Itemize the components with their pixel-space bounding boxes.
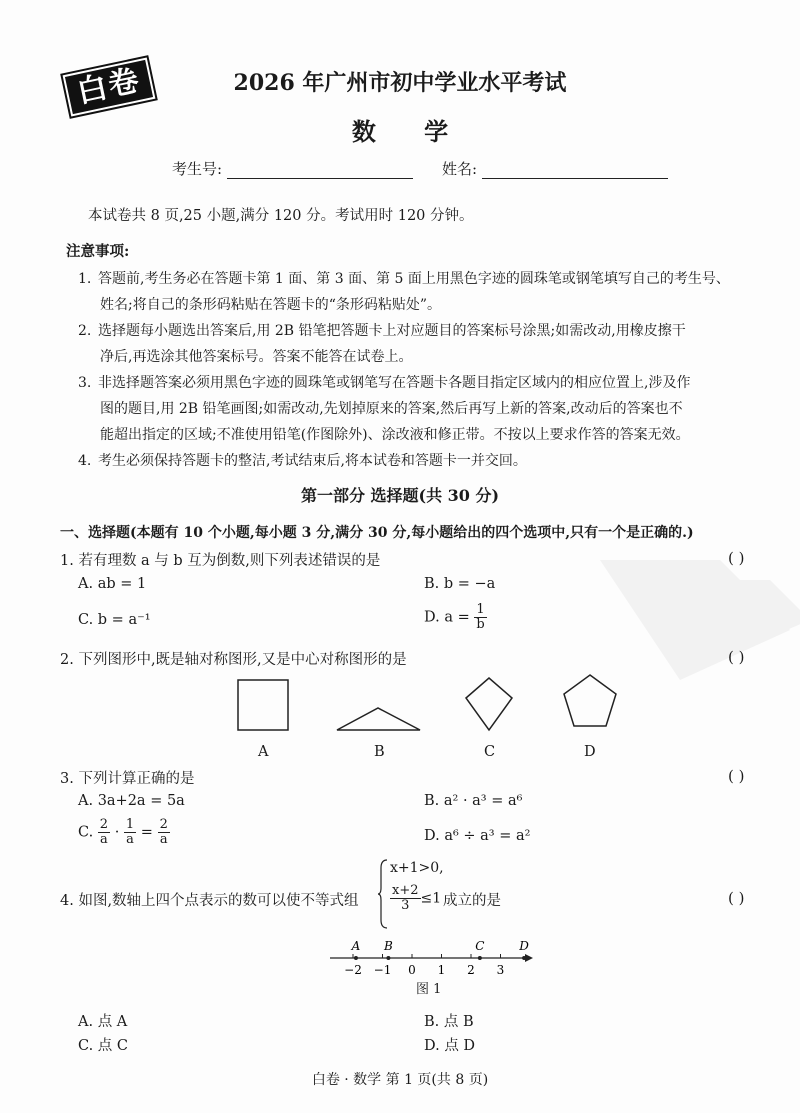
figure-caption: 图 1 — [416, 982, 442, 997]
system-brace-icon — [378, 858, 388, 930]
exam-id-label: 考生号: — [172, 160, 223, 178]
exam-id-field[interactable] — [172, 158, 413, 179]
answer-paren-1[interactable]: ( ) — [728, 549, 745, 567]
name-field[interactable] — [442, 158, 668, 179]
q3-c-fraction-3 — [158, 818, 170, 847]
name-line[interactable] — [482, 162, 668, 179]
exam-intro: 本试卷共 8 页,25 小题,满分 120 分。考试用时 120 分钟。 — [88, 208, 474, 224]
q3-option-b[interactable]: B. a² · a³ = a⁶ — [424, 793, 523, 809]
note-line: 净后,再选涂其他答案标号。答案不能答在试卷上。 — [100, 349, 413, 365]
note-number: 1. — [78, 271, 92, 287]
point-marker — [522, 956, 526, 960]
notes-heading: 注意事项: — [66, 243, 130, 260]
answer-paren-3[interactable]: ( ) — [728, 767, 745, 785]
fraction-numerator: 2 — [99, 817, 109, 832]
tick-label: 2 — [467, 963, 475, 977]
q4-option-b[interactable]: B. 点 B — [424, 1014, 474, 1030]
answer-paren-2[interactable]: ( ) — [728, 648, 745, 666]
note-line: 选择题每小题选出答案后,用 2B 铅笔把答题卡上对应题目的答案标号涂黑;如需改动,用橡皮擦干 — [98, 323, 686, 339]
q4-option-a[interactable]: A. 点 A — [78, 1014, 128, 1030]
q3-option-d[interactable]: D. a⁶ ÷ a³ = a² — [424, 828, 531, 844]
q3-c-fraction-1 — [98, 818, 110, 847]
fraction-numerator: 2 — [159, 817, 168, 832]
note-line: 答题前,考生务必在答题卡第 1 面、第 3 面、第 5 面上用黑色字迹的圆珠笔或钢笔填写自己的考生号、 — [98, 271, 730, 287]
note-item-1 — [78, 266, 768, 292]
section-instruction: 一、选择题(本题有 10 个小题,每小题 3 分,满分 30 分,每小题给出的四个选项中,只有一个是正确的.) — [60, 525, 694, 541]
note-line: 图的题目,用 2B 铅笔画图;如需改动,先划掉原来的答案,然后再写上新的答案,改动后的答案也不 — [100, 401, 683, 417]
note-number: 2. — [78, 323, 92, 339]
question-3-stem: 3. 下列计算正确的是 — [60, 771, 195, 787]
point-marker — [354, 956, 358, 960]
inequality-2 — [390, 884, 441, 913]
point-marker — [386, 956, 390, 960]
q4-option-c[interactable]: C. 点 C — [78, 1038, 128, 1054]
q2-option-b[interactable]: B — [374, 744, 385, 760]
q3-c-fraction-2 — [124, 818, 136, 847]
q3-option-a[interactable]: A. 3a+2a = 5a — [78, 793, 185, 809]
point-label: A — [351, 939, 361, 953]
kite-shape — [466, 678, 512, 730]
answer-paren-4[interactable]: ( ) — [728, 889, 745, 907]
fraction-denominator: a — [126, 832, 134, 847]
subject-title: 数 学 — [351, 117, 469, 146]
q2-shapes-figure — [220, 670, 640, 740]
name-label: 姓名: — [442, 160, 478, 178]
question-4-stem-pre: 4. 如图,数轴上四个点表示的数可以使不等式组 — [60, 893, 359, 909]
note-item-4 — [78, 448, 768, 474]
q2-option-c[interactable]: C — [484, 744, 496, 760]
tick-label: 1 — [437, 963, 446, 977]
exam-title: 2026 年广州市初中学业水平考试 — [233, 70, 567, 96]
fraction-numerator: x+2 — [392, 883, 419, 898]
page-footer: 白卷 · 数学 第 1 页(共 8 页) — [311, 1072, 489, 1088]
fraction-denominator: a — [159, 832, 168, 847]
tick-label: −1 — [373, 963, 392, 977]
q1-option-c[interactable]: C. b = a⁻¹ — [78, 612, 151, 628]
q2-option-d[interactable]: D — [584, 744, 596, 760]
q2-option-a[interactable]: A — [258, 744, 269, 760]
q1-option-d[interactable] — [424, 603, 487, 632]
note-line: 非选择题答案必须用黑色字迹的圆珠笔或钢笔写在答题卡各题目指定区域内的相应位置上,涉及作 — [98, 375, 691, 391]
inequality-1: x+1>0, — [390, 860, 444, 876]
number-line-figure — [320, 930, 540, 980]
note-number: 3. — [78, 375, 92, 391]
question-1-stem: 1. 若有理数 a 与 b 互为倒数,则下列表述错误的是 — [60, 553, 381, 569]
fraction-denominator: 3 — [401, 898, 410, 913]
number-line-arrow-icon — [525, 954, 533, 962]
point-label: B — [383, 939, 393, 953]
tick-label: −2 — [344, 963, 362, 977]
q1-d-prefix: D. a = — [424, 609, 470, 626]
triangle-shape — [337, 708, 420, 730]
exam-id-line[interactable] — [227, 162, 413, 179]
point-marker — [478, 956, 482, 960]
paper-type-badge: 白卷 — [63, 58, 156, 117]
note-item-2 — [78, 318, 768, 344]
q1-d-fraction — [474, 603, 486, 632]
fraction-denominator: b — [476, 617, 485, 632]
section-title: 第一部分 选择题(共 30 分) — [300, 486, 500, 505]
inequality-2-fraction — [390, 884, 421, 913]
square-shape — [238, 680, 288, 730]
note-line: 能超出指定的区域;不准使用铅笔(作图除外)、涂改液和修正带。不按以上要求作答的答案无效。 — [100, 427, 690, 443]
note-line: 姓名;将自己的条形码粘贴在答题卡的“条形码粘贴处”。 — [100, 297, 442, 313]
question-4-stem-post: 成立的是 — [443, 893, 501, 909]
point-label: C — [475, 939, 485, 953]
inequality-2-relation: ≤1 — [420, 890, 442, 907]
q1-option-a[interactable]: A. ab = 1 — [78, 576, 147, 592]
q3-c-prefix: C. — [78, 824, 94, 841]
fraction-denominator: a — [100, 832, 108, 847]
fraction-numerator: 1 — [474, 603, 486, 618]
q3-c-dot: · — [114, 824, 120, 841]
q4-option-d[interactable]: D. 点 D — [424, 1038, 476, 1054]
question-2-stem: 2. 下列图形中,既是轴对称图形,又是中心对称图形的是 — [60, 652, 407, 668]
q3-option-c[interactable] — [78, 818, 170, 847]
q1-option-b[interactable]: B. b = −a — [424, 576, 496, 592]
tick-label: 0 — [408, 963, 416, 977]
q3-c-equals: = — [140, 824, 153, 841]
point-label: D — [519, 939, 529, 953]
tick-label: 3 — [496, 963, 505, 977]
note-number: 4. — [78, 453, 92, 469]
pentagon-shape — [564, 675, 616, 726]
note-line: 考生必须保持答题卡的整洁,考试结束后,将本试卷和答题卡一并交回。 — [98, 453, 527, 469]
note-item-3 — [78, 370, 768, 396]
fraction-numerator: 1 — [125, 817, 135, 832]
